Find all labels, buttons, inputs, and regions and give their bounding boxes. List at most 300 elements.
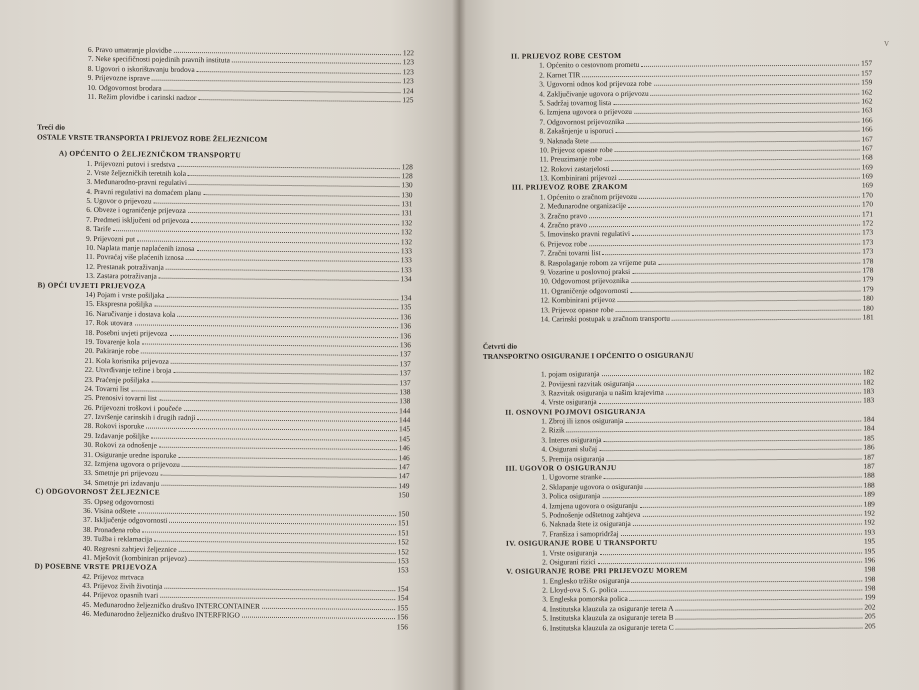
dot-leader — [151, 431, 397, 441]
entry-page: 137 — [399, 377, 411, 387]
dot-leader — [135, 319, 399, 329]
entry-label: 4. Pravni regulativi na domaćem planu — [86, 186, 202, 197]
entry-page: 151 — [397, 518, 410, 528]
entry-label: 12. Rokovi zastarjelosti — [539, 163, 610, 174]
entry-page: 128 — [401, 171, 413, 181]
part-label-text: Treći dio — [37, 122, 66, 133]
entry-page: 169 — [861, 171, 873, 181]
dot-leader — [589, 209, 860, 218]
entry-page: 173 — [862, 246, 874, 256]
entry-label: 13. Zastara potraživanja — [85, 271, 157, 281]
entry-page: 138 — [399, 396, 411, 406]
entry-label: 6. Pravo umatranje plovidbe — [87, 44, 172, 55]
entry-label: 27. Izvršenje carinskih i drugih radnji — [84, 411, 196, 423]
dot-leader — [616, 125, 860, 133]
entry-label: 12. Kombinirani prijevoz — [540, 295, 616, 305]
dot-leader — [589, 237, 860, 246]
entry-page: 173 — [862, 237, 874, 247]
entry-label: 26. Prijevozni troškovi i poučeće — [84, 402, 182, 413]
dot-leader — [567, 424, 862, 433]
trailing-page: 156 — [396, 621, 409, 631]
entry-label: 4. Izmjena ugovora o osiguranju — [541, 500, 638, 511]
entry-page: 135 — [400, 302, 412, 312]
entry-label: 6. Naknada štete iz osiguranja — [541, 519, 631, 529]
entry-page: 185 — [863, 433, 875, 443]
entry-label: 7. Franšiza i samopridržaj — [541, 528, 619, 539]
entry-label: 3. Zračno pravo — [539, 210, 588, 221]
dot-leader — [262, 602, 395, 610]
entry-label: 11. Povraćaj više plaćenih iznosa — [85, 252, 184, 263]
dot-leader — [599, 443, 861, 452]
entry-label: 8. Tarife — [86, 224, 111, 234]
dot-leader — [607, 452, 862, 461]
dot-leader — [630, 284, 860, 292]
dot-leader — [179, 451, 397, 460]
dot-leader — [203, 188, 399, 197]
section-heading: V. OSIGURANJE ROBE PRI PRIJEVOZU MOREM — [506, 565, 688, 577]
entry-page: 123 — [402, 67, 414, 77]
dot-leader — [632, 574, 863, 582]
dot-leader — [182, 460, 397, 469]
dot-leader — [619, 584, 862, 592]
entry-label: 16. Naručivanje i dostava kola — [85, 308, 176, 319]
entry-page: 132 — [401, 227, 413, 237]
entry-page: 145 — [398, 424, 411, 434]
entry-page: 147 — [398, 471, 410, 481]
entry-label: 1. Prijevozni putovi i sredstva — [86, 158, 176, 169]
section-heading: IV. OSIGURANJE ROBE U TRANSPORTU — [505, 537, 658, 548]
dot-leader — [164, 582, 395, 591]
entry-page: 189 — [863, 489, 875, 499]
entry-page: 132 — [401, 218, 413, 228]
dot-leader — [582, 68, 859, 77]
entry-page: 150 — [398, 509, 410, 519]
entry-label: 2. Lloyd-ova S. G. polica — [542, 585, 618, 595]
section-page: 198 — [864, 564, 876, 574]
entry-page: 188 — [863, 470, 875, 480]
entry-page: 128 — [401, 161, 413, 171]
entry-page: 154 — [397, 584, 409, 594]
entry-label: 15. Ekspresna pošiljka — [85, 299, 153, 309]
entry-label: 14. Carinski postupak u zračnom transportu — [540, 313, 670, 324]
dot-leader — [167, 291, 399, 300]
section-page: 153 — [397, 565, 409, 575]
entry-page: 182 — [862, 376, 875, 387]
dot-leader — [612, 162, 860, 171]
entry-label: 4. Zaključivanje ugovora o prijevozu — [539, 88, 649, 99]
entry-label: 6. Obveze i ograničenje prijevoza — [86, 205, 186, 216]
entry-page: 136 — [399, 340, 412, 350]
dot-leader — [184, 404, 397, 413]
dot-leader — [599, 396, 862, 405]
entry-label: 19. Tovarenje kola — [84, 336, 140, 347]
entry-page: 133 — [400, 246, 412, 256]
entry-page: 205 — [864, 621, 876, 631]
entry-label: 30. Rokovi za odnošenje — [83, 440, 157, 450]
dot-leader — [188, 206, 399, 215]
entry-label: 44. Prijevoz opasnih tvari — [82, 590, 159, 601]
dot-leader — [166, 263, 399, 272]
dot-leader — [198, 93, 400, 102]
entry-page: 130 — [401, 189, 413, 200]
entry-page: 151 — [397, 527, 410, 538]
entry-page: 198 — [864, 574, 876, 584]
dot-leader — [676, 621, 863, 629]
entry-label: 4. Institutska klauzula za osiguranje tereta A — [542, 603, 674, 614]
dot-leader — [197, 65, 401, 74]
entry-page: 156 — [396, 612, 409, 622]
entry-page: 159 — [861, 77, 873, 87]
part-title: OSTALE VRSTE TRANSPORTA I PRIJEVOZ ROBE ŽELJEZNICOM — [36, 132, 268, 144]
dot-leader — [142, 337, 398, 347]
dot-leader — [137, 234, 399, 244]
dot-leader — [619, 172, 860, 180]
entry-page: 162 — [861, 87, 873, 97]
entry-page: 186 — [863, 442, 875, 452]
right-toc — [459, 49, 919, 633]
dot-leader — [161, 479, 396, 488]
entry-page: 188 — [863, 480, 875, 490]
dot-leader — [142, 525, 396, 535]
entry-label: 1. Ugovorne stranke — [541, 472, 602, 482]
entry-label: 24. Tovarni list — [84, 383, 130, 394]
entry-label: 3. Razvitak osiguranja u našim krajevima — [541, 387, 664, 398]
entry-label: 11. Režim plovidbe i carinski nadzor — [87, 91, 197, 103]
entry-page: 192 — [863, 508, 875, 518]
section-heading: A) OPĆENITO O ŽELJEZNIČKOM TRANSPORTU — [58, 148, 242, 160]
dot-leader — [604, 471, 862, 480]
entry-label: 10. Odgovornost prijevoznika — [540, 276, 629, 286]
entry-page: 167 — [861, 143, 873, 153]
entry-page: 147 — [398, 462, 410, 472]
section-heading: D) POSEBNE VRSTE PRIJEVOZA — [34, 561, 158, 572]
entry-label: 32. Izmjena ugovora o prijevozu — [83, 458, 180, 469]
entry-label: 31. Osiguranje uredne isporuke — [83, 449, 177, 460]
dot-leader — [602, 490, 861, 499]
entry-label: 5. Sadržaj tovarnog lista — [539, 98, 612, 108]
entry-page: 187 — [863, 452, 875, 462]
entry-page: 162 — [861, 96, 873, 106]
entry-label: 1. Općenito o cestovnom prometu — [539, 60, 640, 70]
dot-leader — [639, 190, 860, 198]
entry-label: 6. Izmjena ugovora o prijevozu — [539, 107, 632, 117]
section-heading: II. PRIJEVOZ ROBE CESTOM — [510, 51, 622, 61]
entry-page: 189 — [863, 499, 875, 509]
dot-leader — [645, 480, 862, 488]
part-label-text: Četvrti dio — [482, 341, 518, 352]
entry-page: 184 — [863, 414, 875, 424]
dot-leader — [591, 134, 860, 143]
dot-leader — [626, 115, 859, 123]
entry-label: 2. Međunarodne organizacije — [539, 201, 627, 211]
dot-leader — [654, 78, 859, 86]
entry-label: 20. Pakiranje robe — [84, 346, 139, 356]
entry-label: 9. Prijevozni put — [85, 233, 136, 244]
dot-leader — [174, 46, 401, 55]
entry-label: 45. Međunarodno željezničko društvo INTERCONTAINER — [82, 599, 260, 611]
section-page: 187 — [863, 461, 875, 471]
entry-page: 137 — [399, 349, 411, 359]
entry-page: 166 — [861, 115, 873, 125]
entry-label: 43. Prijevoz živih životinja — [82, 580, 163, 591]
dot-leader — [642, 509, 861, 517]
entry-label: 9. Prijevozne isprave — [87, 73, 150, 83]
dot-leader — [598, 555, 862, 564]
entry-label: 2. Sklapanje ugovora o osiguranju — [541, 481, 643, 492]
entry-label: 12. Prestanak potraživanja — [85, 261, 164, 272]
dot-leader — [171, 357, 398, 366]
entry-page: 163 — [861, 105, 873, 115]
dot-leader — [170, 328, 398, 337]
entry-label: 8. Zakašnjenje u isporuci — [539, 126, 614, 136]
dot-leader — [242, 611, 395, 620]
entry-page: 138 — [399, 387, 411, 397]
entry-page: 166 — [861, 124, 873, 134]
entry-label: 10. Naplata manje naplaćenih iznosa — [85, 242, 195, 254]
entry-page: 171 — [861, 209, 874, 219]
entry-label: 9. Naknada štete — [539, 135, 589, 146]
right-page — [459, 0, 919, 690]
entry-label: 46. Međunarodno željezničko društvo INTERFRIGO — [81, 609, 240, 620]
dot-leader — [191, 216, 399, 225]
dot-leader — [159, 394, 397, 403]
entry-label: 21. Kola korisnika prijevoza — [84, 355, 169, 366]
entry-label: 7. Predmeti isključeni od prijevoza — [86, 214, 190, 225]
entry-page: 192 — [863, 517, 876, 527]
dot-leader — [666, 386, 861, 394]
entry-label: 23. Praćenje pošiljaka — [84, 374, 150, 385]
entry-label: 11. Preuzimanje robe — [539, 154, 603, 164]
dot-leader — [613, 97, 859, 106]
section-heading: C) ODGOVORNOST ŽELJEZNICE — [35, 486, 161, 497]
section-page: 195 — [863, 536, 876, 546]
section-heading: B) OPĆI UVJETI PRIJEVOZA — [37, 279, 146, 291]
entry-label: 36. Visina odštete — [83, 505, 136, 516]
dot-leader — [154, 535, 396, 545]
entry-label: 11. Ograničenje odgovornosti — [540, 285, 629, 296]
entry-label: 10. Prijevoz opasne robe — [539, 144, 613, 155]
toc-entry — [462, 621, 919, 633]
entry-label: 17. Rok utovara — [85, 318, 133, 328]
dot-leader — [152, 375, 398, 385]
dot-leader — [154, 197, 400, 207]
dot-leader — [189, 554, 396, 563]
entry-label: 1. Općenito o zračnom prijevozu — [539, 191, 637, 202]
entry-label: 25. Prenosivi tovarni list — [84, 393, 158, 403]
dot-leader — [632, 266, 860, 274]
entry-page: 179 — [862, 284, 874, 294]
entry-label: 5. Ugovor o prijevozu — [86, 195, 152, 206]
dot-leader — [601, 368, 860, 377]
entry-label: 9. Vozarine u poslovnoj praksi — [540, 266, 631, 277]
entry-page: 125 — [402, 95, 414, 105]
entry-page: 196 — [864, 555, 876, 565]
dot-leader — [164, 83, 401, 92]
dot-leader — [600, 546, 863, 555]
part-title: TRANSPORTNO OSIGURANJE I OPĆENITO O OSIGURANJU — [482, 350, 694, 361]
dot-leader — [188, 169, 400, 178]
dot-leader — [658, 256, 860, 264]
entry-label: 1. Vrste osiguranja — [542, 547, 598, 558]
entry-label: 5. Imovinsko pravni regulativi — [540, 229, 631, 239]
entry-label: 6. Prijevoz robe — [540, 239, 588, 249]
dot-leader — [131, 384, 397, 394]
entry-page: 169 — [861, 162, 873, 172]
entry-label: 41. Mješovit (kombiniran prijevoz) — [82, 552, 187, 563]
dot-leader — [177, 159, 399, 168]
entry-page: 134 — [400, 274, 412, 284]
left-page — [0, 0, 459, 690]
entry-label: 5. Podnošenje odštetnog zahtjeva — [541, 509, 641, 520]
dot-leader — [589, 219, 860, 228]
dot-leader — [138, 506, 396, 516]
entry-page: 124 — [402, 85, 414, 95]
entry-page: 152 — [397, 537, 409, 547]
entry-page: 157 — [861, 58, 873, 68]
entry-label: 7. Odgovornost prijevoznika — [539, 116, 625, 127]
entry-label: 7. Zračni tovarni list — [540, 248, 601, 258]
entry-page: 136 — [400, 321, 412, 331]
dot-leader — [630, 593, 863, 601]
entry-label: 2. Povijesni razvitak osiguranja — [540, 378, 635, 389]
entry-page: 123 — [402, 57, 414, 67]
entry-page: 146 — [398, 452, 410, 462]
entry-label: 3. Međunarodno-pravni regulativi — [86, 177, 187, 188]
entry-label: 37. Isključenje odgovornosti — [82, 515, 168, 526]
entry-label: 2. Karnet TIR — [539, 70, 581, 80]
entry-page: 198 — [864, 583, 876, 593]
entry-label: 3. Ugovorni odnos kod prijevoza robe — [539, 78, 652, 89]
entry-label: 4. Zračno pravo — [540, 220, 588, 230]
entry-page: 170 — [861, 190, 874, 200]
dot-leader — [641, 59, 859, 67]
entry-label: 2. Rizik — [541, 425, 565, 435]
entry-label: 4. Vrste osiguranja — [541, 397, 597, 407]
entry-page: 167 — [861, 133, 873, 144]
dot-leader — [617, 294, 860, 302]
dot-leader — [634, 106, 859, 114]
entry-label: 4. Osigurani slučaj — [541, 444, 598, 454]
entry-page: 146 — [398, 443, 410, 453]
entry-page: 137 — [399, 368, 411, 378]
entry-page: 144 — [399, 415, 411, 425]
entry-page: 179 — [862, 274, 874, 284]
entry-page: 168 — [861, 152, 873, 162]
entry-label: 5. Institutska klauzula za osiguranje tereta B — [542, 612, 674, 623]
dot-leader — [625, 415, 861, 423]
entry-label: 3. Polica osiguranja — [541, 491, 601, 501]
entry-page: 123 — [402, 76, 414, 86]
dot-leader — [152, 74, 401, 84]
entry-page: 178 — [862, 256, 874, 266]
dot-leader — [615, 143, 860, 151]
entry-label: 13. Kombinirani prijevozi — [539, 173, 617, 183]
entry-label: 39. Tužba i reklamacija — [82, 534, 153, 544]
entry-page: 180 — [862, 303, 874, 313]
entry-page: 136 — [400, 311, 412, 322]
entry-label: 33. Smetnje pri prijevozu — [83, 468, 159, 479]
entry-page: 149 — [398, 480, 410, 491]
dot-leader — [141, 347, 398, 357]
entry-page: 130 — [401, 180, 413, 190]
dot-leader — [632, 228, 860, 236]
entry-label: 3. Engleska pomorska polica — [542, 594, 628, 604]
entry-page: 137 — [399, 358, 411, 369]
entry-label: 10. Odgovornost brodara — [87, 82, 162, 93]
dot-leader — [146, 422, 397, 432]
dot-leader — [636, 377, 861, 385]
entry-label: 1. pojam osiguranja — [540, 369, 600, 379]
dot-leader — [676, 612, 863, 620]
entry-label: 3. Interes osiguranja — [541, 434, 602, 445]
dot-leader — [604, 153, 859, 162]
section-heading: II. OSNOVNI POJMOVI OSIGURANJA — [505, 406, 646, 417]
dot-leader — [631, 275, 861, 283]
dot-leader — [621, 527, 862, 535]
entry-label: 18. Posebni uvjeti prijevoza — [84, 327, 168, 338]
entry-page: 170 — [861, 199, 874, 209]
dot-leader — [640, 499, 862, 507]
entry-label: 13. Prijevoz opasne robe — [540, 304, 614, 315]
entry-label: 5. Premija osiguranja — [541, 453, 605, 464]
section-heading: III. PRIJEVOZ ROBE ZRAKOM — [511, 182, 628, 193]
entry-label: 35. Opseg odgovornosti — [83, 496, 155, 507]
dot-leader — [604, 433, 862, 442]
entry-page: 178 — [862, 265, 874, 275]
entry-page: 183 — [863, 395, 875, 405]
dot-leader — [651, 87, 860, 95]
dot-leader — [189, 178, 400, 187]
section-page: 150 — [398, 490, 410, 500]
dot-leader — [160, 591, 395, 600]
entry-page: 157 — [861, 68, 873, 78]
dot-leader — [232, 56, 401, 65]
entry-page: 145 — [398, 434, 411, 444]
entry-page: 132 — [400, 236, 413, 246]
section-page: 169 — [861, 180, 873, 191]
entry-page: 180 — [862, 293, 874, 303]
dot-leader — [169, 516, 396, 525]
entry-page: 183 — [863, 386, 875, 396]
entry-label: 29. Izdavanje pošiljke — [83, 430, 150, 441]
entry-label: 40. Regresni zahtjevi željeznice — [82, 543, 177, 554]
entry-page: 153 — [397, 556, 409, 566]
entry-page: 195 — [864, 545, 876, 556]
entry-label: 1. Englesko tržište osiguranja — [542, 575, 630, 586]
entry-page: 131 — [401, 199, 413, 209]
dot-leader — [173, 366, 397, 375]
entry-page: 131 — [401, 208, 413, 218]
entry-label: 8. Ugovori o iskorištavanju brodova — [87, 63, 195, 74]
entry-label: 2. Vrste željezničkih teretnih kola — [86, 167, 187, 178]
dot-leader — [628, 200, 860, 208]
entry-page: 181 — [862, 312, 874, 322]
dot-leader — [154, 300, 398, 310]
entry-page: 134 — [400, 293, 412, 303]
entry-page: 182 — [862, 367, 875, 377]
entry-page: 193 — [863, 527, 876, 537]
entry-page: 202 — [864, 602, 876, 612]
entry-label: 38. Pronađena roba — [82, 524, 141, 535]
dot-leader — [672, 312, 861, 320]
entry-label: 2. Osigurani rizici — [542, 557, 596, 567]
dot-leader — [676, 602, 863, 610]
entry-label: 34. Smetnje pri izdavanju — [83, 477, 160, 488]
entry-page: 136 — [399, 330, 412, 340]
section-heading: III. UGOVOR O OSIGURANJU — [505, 463, 617, 473]
dot-leader — [179, 544, 396, 553]
dot-leader — [186, 253, 399, 262]
